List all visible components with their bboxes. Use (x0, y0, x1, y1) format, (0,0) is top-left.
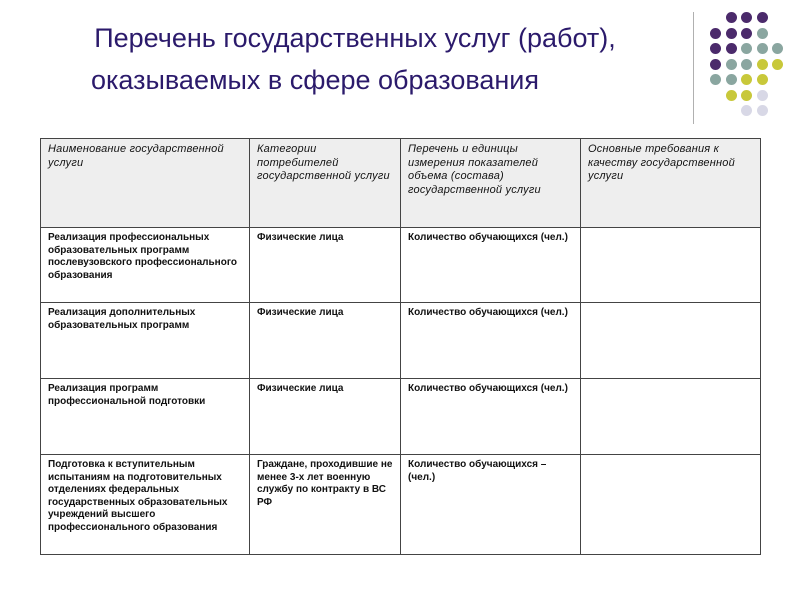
table-header-row (41, 139, 761, 228)
cell-service-name: Реализация программ профессиональной подготовки (41, 379, 250, 455)
header-service-name: Наименование государственной услуги (41, 139, 250, 228)
decorative-dot (741, 43, 752, 54)
decorative-dot (726, 74, 737, 85)
decorative-dot (726, 12, 737, 23)
table-row (41, 303, 761, 379)
cell-service-name: Подготовка к вступительным испытаниям на подготовительных отделениях федеральных государственных образовательных учреждений высшего профессионального образования (41, 455, 250, 555)
decorative-dot (710, 28, 721, 39)
decorative-dot (772, 43, 783, 54)
table-row (41, 228, 761, 303)
decorative-dot (757, 90, 768, 101)
decorative-dot (710, 59, 721, 70)
table-row (41, 379, 761, 455)
cell-consumer-category: Физические лица (250, 303, 401, 379)
cell-volume-indicators: Количество обучающихся (чел.) (401, 228, 581, 303)
decorative-dot (757, 74, 768, 85)
cell-volume-indicators: Количество обучающихся (чел.) (401, 303, 581, 379)
decorative-dot-grid (710, 12, 785, 127)
cell-consumer-category: Граждане, проходившие не менее 3-х лет военную службу по контракту в ВС РФ (250, 455, 401, 555)
cell-consumer-category: Физические лица (250, 228, 401, 303)
decorative-dot (741, 28, 752, 39)
decorative-dot (741, 12, 752, 23)
services-table (40, 138, 761, 555)
cell-quality-requirements (581, 379, 761, 455)
decorative-dot (710, 74, 721, 85)
decorative-dot (726, 59, 737, 70)
cell-volume-indicators: Количество обучающихся (чел.) (401, 379, 581, 455)
decorative-dot (741, 105, 752, 116)
decorative-dot (726, 28, 737, 39)
cell-service-name: Реализация дополнительных образовательных программ (41, 303, 250, 379)
decorative-dot (772, 59, 783, 70)
header-quality-requirements: Основные требования к качеству государственной услуги (581, 139, 761, 228)
cell-volume-indicators: Количество обучающихся – (чел.) (401, 455, 581, 555)
decorative-dot (757, 43, 768, 54)
header-consumer-category: Категории потребителей государственной услуги (250, 139, 401, 228)
decorative-dot (757, 28, 768, 39)
decorative-dot (757, 59, 768, 70)
cell-consumer-category: Физические лица (250, 379, 401, 455)
decorative-dot (757, 105, 768, 116)
decorative-dot (757, 12, 768, 23)
decorative-dot (741, 90, 752, 101)
title-divider (693, 12, 694, 124)
header-volume-indicators: Перечень и единицы измерения показателей объема (состава) государственной услуги (401, 139, 581, 228)
slide-title-line-1: Перечень государственных услуг (работ), (94, 23, 616, 53)
cell-quality-requirements (581, 455, 761, 555)
decorative-dot (741, 59, 752, 70)
cell-quality-requirements (581, 303, 761, 379)
table-row (41, 455, 761, 555)
cell-service-name: Реализация профессиональных образовательных программ послевузовского профессионального образования (41, 228, 250, 303)
decorative-dot (710, 43, 721, 54)
decorative-dot (726, 90, 737, 101)
slide-title-line-2: оказываемых в сфере образования (90, 65, 540, 95)
decorative-dot (726, 43, 737, 54)
decorative-dot (741, 74, 752, 85)
cell-quality-requirements (581, 228, 761, 303)
